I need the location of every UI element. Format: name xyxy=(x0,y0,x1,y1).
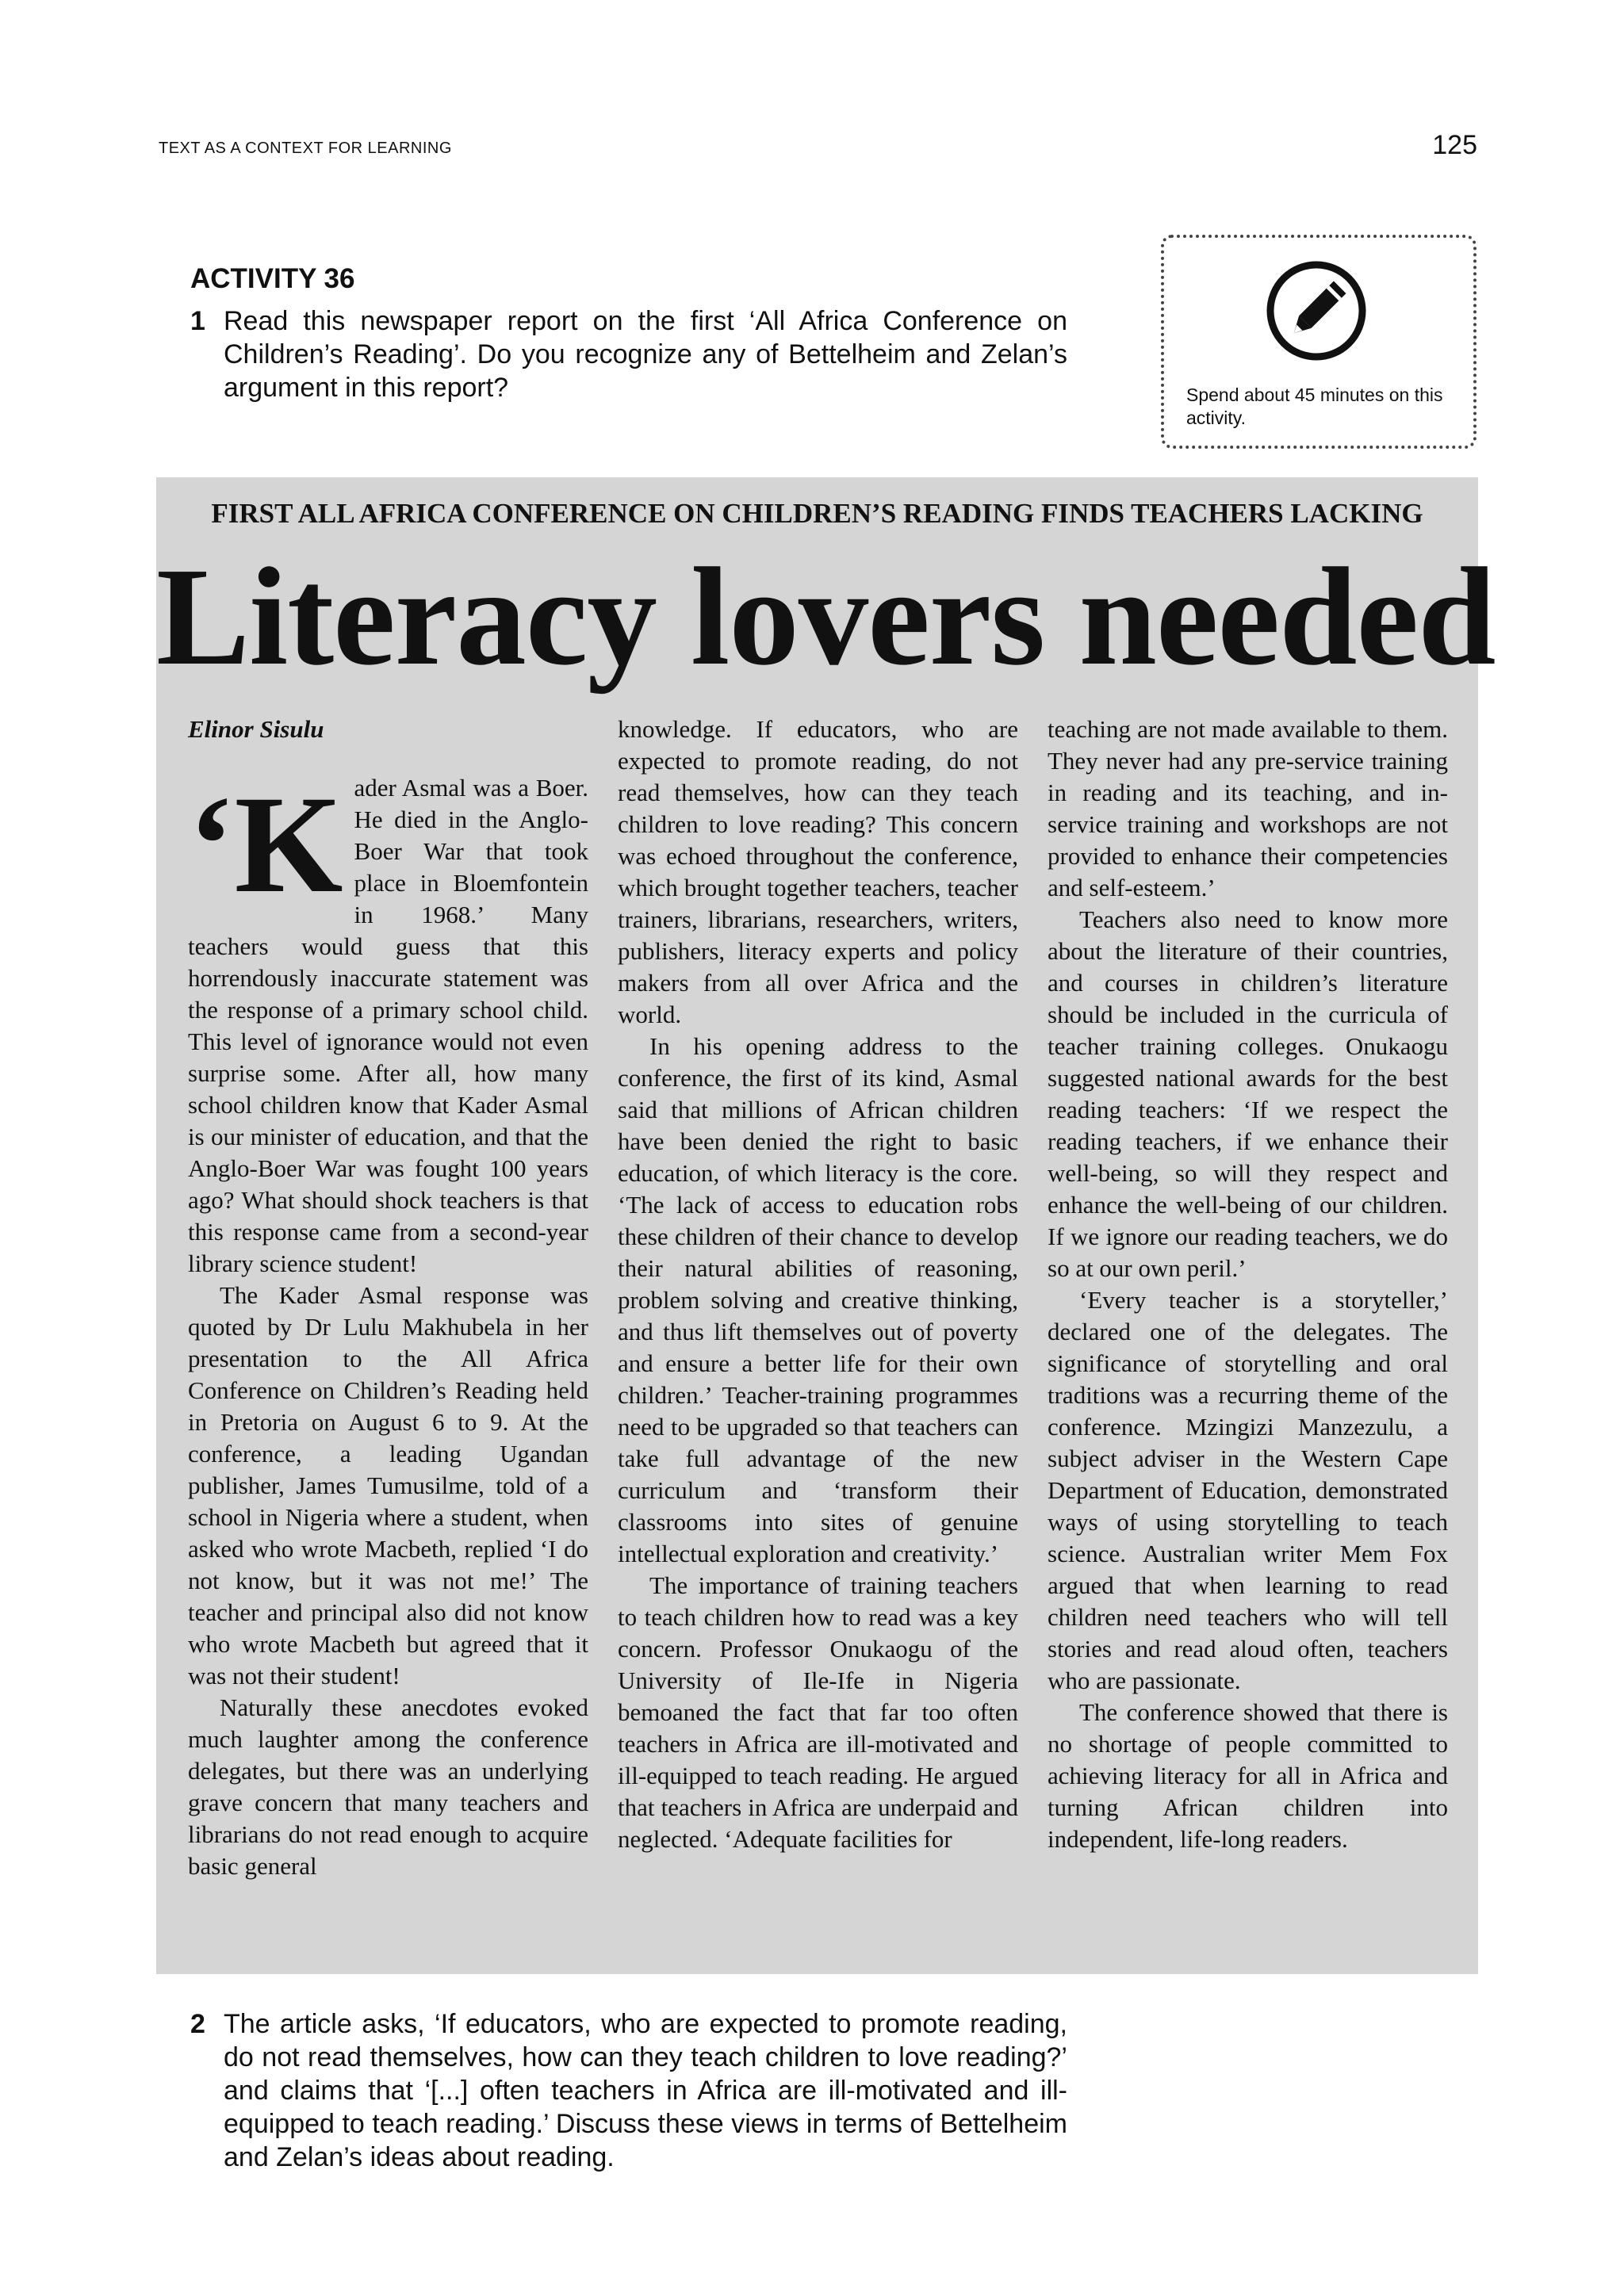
running-head: TEXT AS A CONTEXT FOR LEARNING xyxy=(159,140,452,157)
newspaper-article xyxy=(156,477,1496,1974)
activity-title: ACTIVITY 36 xyxy=(190,263,355,294)
question-2-number: 2 xyxy=(190,2009,205,2039)
article-paragraph: The conference showed that there is no shortage of people committed to achieving literacy for all in Africa and turning African children into independent, life-long readers. xyxy=(1048,1698,1448,1853)
article-kicker: FIRST ALL AFRICA CONFERENCE ON CHILDREN’S READING FINDS TEACHERS LACKING xyxy=(211,498,1423,529)
article-headline: Literacy lovers needed xyxy=(156,539,1496,695)
question-2 xyxy=(190,2007,1067,2174)
pencil-icon xyxy=(1266,260,1367,362)
drop-cap: ‘K xyxy=(188,767,343,922)
article-column-1 xyxy=(188,714,588,1882)
article-paragraph: ‘Every teacher is a storyteller,’ declared one of the delegates. The significance of storytelling and oral traditions was a recurring theme of the conference. Mzingizi Manzezulu, a subject adviser in the Western Cape Department of Education, demonstrated ways of using storytelling to teach science. Australian writer Mem Fox argued that when learning to read children need teachers who will tell stories and read aloud often, teachers who are passionate. xyxy=(1048,1286,1448,1694)
article-paragraph: In his opening address to the conference, the first of its kind, Asmal said that millions of African children have been denied the right to basic education, of which literacy is the core. ‘The lack of access to education robs these children of their chance to develop their natural abilities of reasoning, problem solving and creative thinking, and thus lift themselves out of poverty and ensure a better life for their own children.’ Teacher-training programmes need to be upgraded so that teachers can take full advantage of the new curriculum and ‘transform their classrooms into sites of genuine intellectual exploration and creativity.’ xyxy=(618,1032,1018,1567)
question-1-number: 1 xyxy=(190,306,205,336)
article-paragraph: The importance of training teachers to teach children how to read was a key concern. Professor Onukaogu of the University of Ile-Ife in Nigeria bemoaned the fact that far too often teachers in Africa are ill-motivated and ill-equipped to teach reading. He argued that teachers in Africa are underpaid and neglected. ‘Adequate facilities for xyxy=(618,1571,1018,1853)
article-paragraph: Naturally these anecdotes evoked much laughter among the conference delegates, but there was an underlying grave concern that many teachers and librarians do not read enough to acquire basic general xyxy=(188,1693,588,1880)
question-1-text: Read this newspaper report on the first ‘All Africa Conference on Children’s Reading’. Do you recognize any of Bettelheim and Zelan’s argument in this report? xyxy=(224,306,1067,403)
time-estimate-text: Spend about 45 minutes on this activity. xyxy=(1186,385,1443,428)
article-paragraph: teaching are not made available to them. They never had any pre-service training in reading and its teaching, and in-service training and workshops are not provided to enhance their competencies and self-esteem.’ xyxy=(1048,715,1448,901)
article-column-3 xyxy=(1048,714,1448,1855)
article-paragraph: Teachers also need to know more about the literature of their countries, and courses in children’s literature should be included in the curricula of teacher training colleges. Onukaogu suggested national awards for the best reading teachers: ‘If we respect the reading teachers, if we enhance their well-being, so will they respect and enhance the well-being of our children. If we ignore our reading teachers, we do so at our own peril.’ xyxy=(1048,905,1448,1282)
question-2-text: The article asks, ‘If educators, who are expected to promote reading, do not read themselves, how can they teach children to love reading?’ and claims that ‘[...] often teachers in Africa are ill-motivated and ill-equipped to teach reading.’ Discuss these views in terms of Bettelheim and Zelan’s ideas about reading. xyxy=(224,2009,1067,2172)
article-paragraph: ader Asmal was a Boer. He died in the Anglo-Boer War that took place in Bloemfontein in 1968.’ Many teachers would guess that this horrendously inaccurate statement was the response of a primary school child. This level of ignorance would not even surprise some. After all, how many school children know that Kader Asmal is our minister of education, and that the Anglo-Boer War was fought 100 years ago? What should shock teachers is that this response came from a second-year library science student! xyxy=(188,774,588,1277)
question-1 xyxy=(190,304,1067,404)
page-number: 125 xyxy=(1432,130,1477,160)
article-paragraph: knowledge. If educators, who are expected to promote reading, do not read themselves, how can they teach children to love reading? This concern was echoed throughout the conference, which brought together teachers, teacher trainers, librarians, researchers, writers, publishers, literacy experts and policy makers from all over Africa and the world. xyxy=(618,715,1018,1028)
article-byline: Elinor Sisulu xyxy=(188,715,324,743)
article-paragraph: The Kader Asmal response was quoted by Dr Lulu Makhubela in her presentation to the All Africa Conference on Children’s Reading held in Pretoria on August 6 to 9. At the conference, a leading Ugandan publisher, James Tumusilme, told of a school in Nigeria where a student, when asked who wrote Macbeth, replied ‘I do not know, but it was not me!’ The teacher and principal also did not know who wrote Macbeth but agreed that it was not their student! xyxy=(188,1281,588,1689)
time-estimate-box xyxy=(1161,235,1477,449)
article-column-2 xyxy=(618,714,1018,1855)
